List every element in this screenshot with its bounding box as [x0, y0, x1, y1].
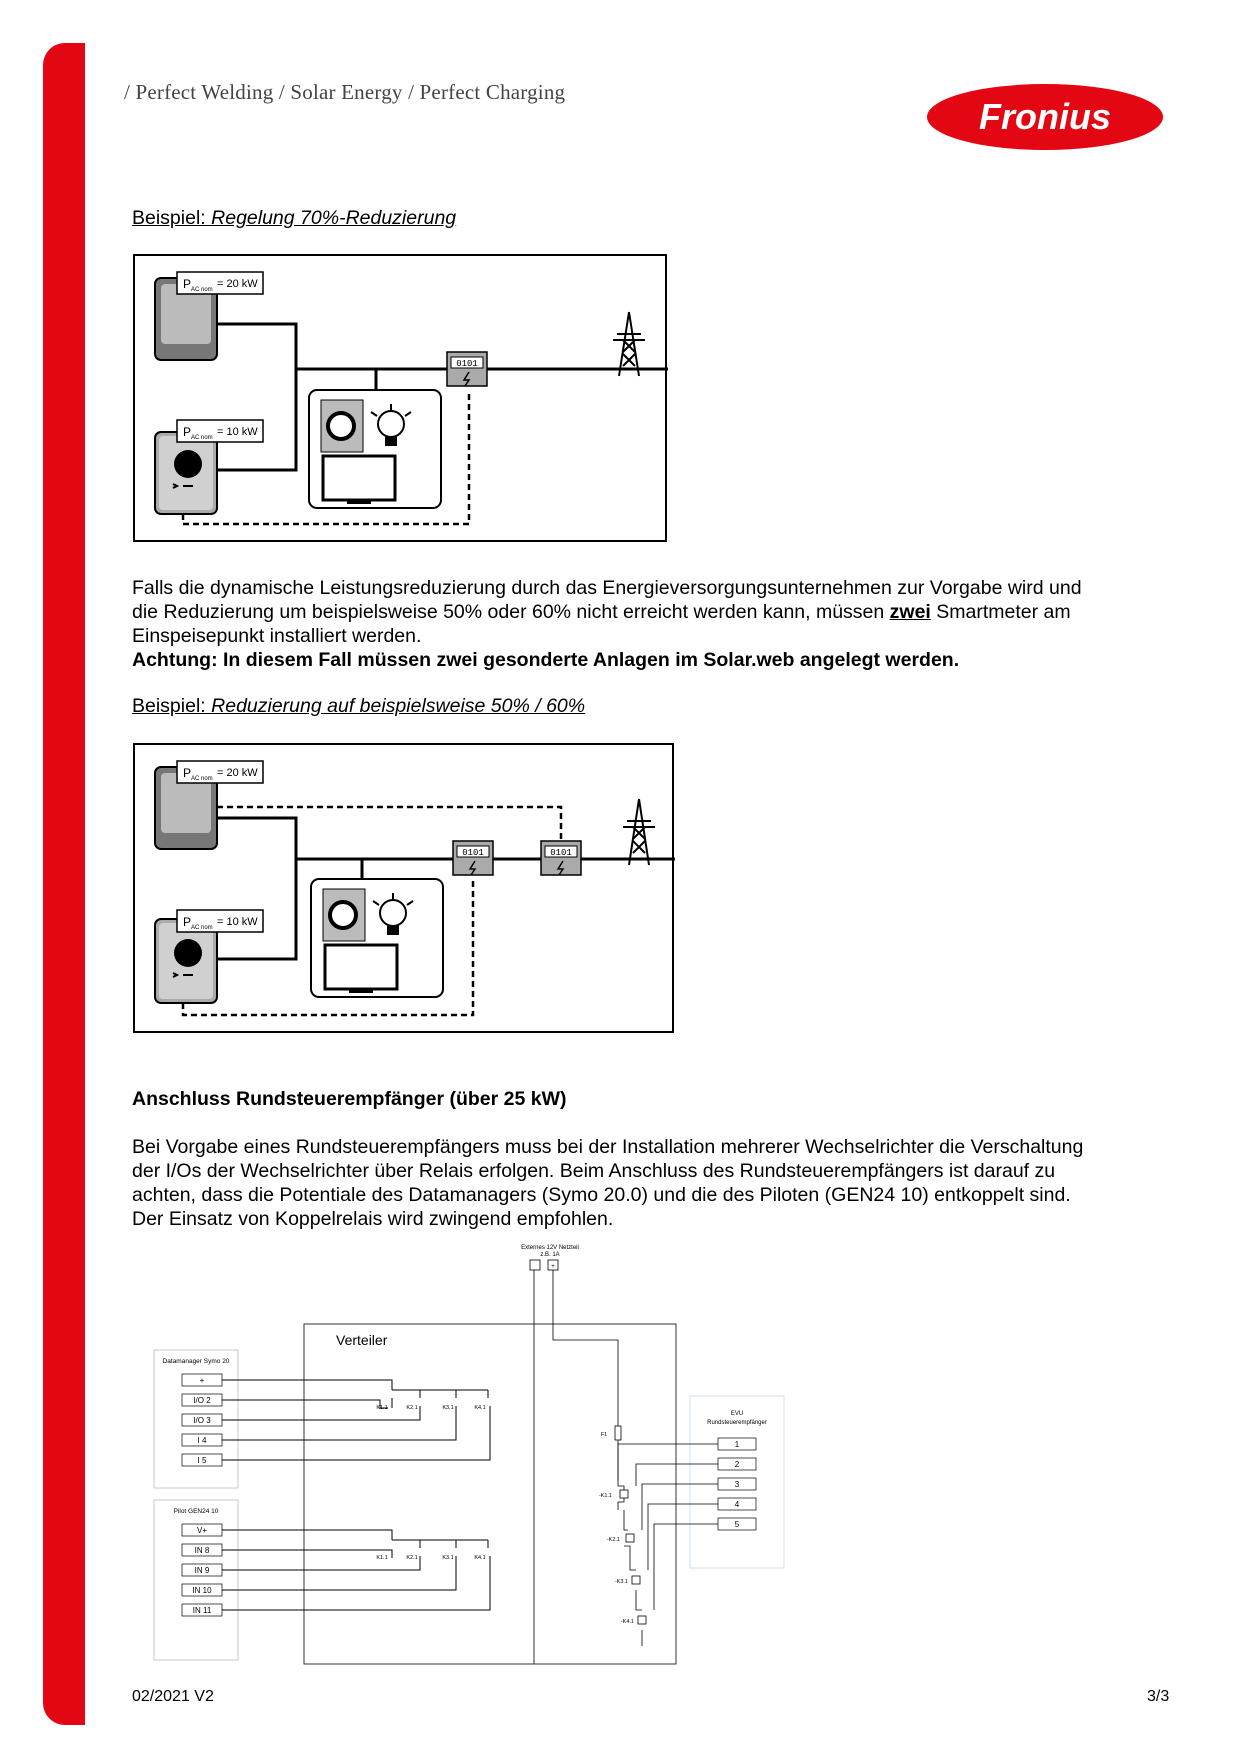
svg-text:0101: 0101: [550, 848, 572, 858]
svg-text:P: P: [183, 425, 192, 439]
svg-text:+: +: [199, 1376, 205, 1385]
footer-version: 02/2021 V2: [132, 1688, 214, 1705]
svg-text:= 10 kW: = 10 kW: [217, 916, 258, 928]
svg-text:V+: V+: [196, 1526, 208, 1535]
svg-text:= 20 kW: = 20 kW: [217, 767, 258, 779]
svg-text:I/O 2: I/O 2: [193, 1396, 211, 1405]
svg-text:2: 2: [734, 1460, 740, 1469]
household-appliances-icon: [311, 879, 443, 997]
svg-text:3: 3: [734, 1480, 740, 1489]
fuse-label: F1: [600, 1432, 608, 1438]
inverter-bottom-label: [177, 910, 263, 932]
svg-text:I 5: I 5: [197, 1456, 207, 1465]
svg-text:K3.1: K3.1: [442, 1555, 454, 1561]
section-line-4: Der Einsatz von Koppelrelais wird zwingend empfohlen.: [132, 1208, 614, 1230]
svg-text:5: 5: [734, 1520, 740, 1529]
fronius-logo: [925, 82, 1165, 152]
section-line-3: achten, dass die Potentiale des Datamanagers (Symo 20.0) und die des Piloten (GEN24 10) entkoppelt sind.: [132, 1184, 1071, 1206]
inverter-bottom-icon: [155, 432, 217, 514]
brand-side-bar: [43, 43, 85, 1725]
svg-text:K2.1: K2.1: [406, 1555, 418, 1561]
svg-text:IN 11: IN 11: [192, 1606, 212, 1615]
svg-text:= 20 kW: = 20 kW: [217, 278, 258, 290]
svg-text:K1.1: K1.1: [376, 1405, 388, 1411]
example1-title: Beispiel: Regelung 70%-Reduzierung: [132, 207, 457, 229]
paragraph-1-line-3: Einspeisepunkt installiert werden.: [132, 625, 422, 647]
svg-text:0101: 0101: [456, 359, 478, 369]
household-appliances-icon: [309, 390, 441, 508]
ripple-control-wiring-diagram: [150, 1240, 790, 1670]
svg-text:= 10 kW: = 10 kW: [217, 426, 258, 438]
paragraph-1-line-1: Falls die dynamische Leistungsreduzierung durch das Energieversorgungsunternehmen zur Vorgabe wird und: [132, 577, 1082, 599]
inverter-bottom-label: [177, 420, 263, 442]
svg-text:IN 9: IN 9: [194, 1566, 210, 1575]
example2-title: Beispiel: Reduzierung auf beispielsweise 50% / 60%: [132, 695, 586, 717]
svg-text:AC nom: AC nom: [191, 925, 213, 931]
header-tagline: / Perfect Welding / Solar Energy / Perfect Charging: [124, 80, 566, 104]
warning-text: Achtung: In diesem Fall müssen zwei gesonderte Anlagen im Solar.web angelegt werden.: [132, 649, 960, 671]
svg-text:AC nom: AC nom: [191, 776, 213, 782]
svg-text:AC nom: AC nom: [191, 287, 213, 293]
svg-text:P: P: [183, 766, 192, 780]
paragraph-1-line-2: die Reduzierung um beispielsweise 50% oder 60% nicht erreicht werden kann, müssen zwei Smartmeter am: [132, 601, 1071, 623]
verteiler-label: Verteiler: [336, 1332, 388, 1348]
svg-text:4: 4: [734, 1500, 740, 1509]
footer-page-number: 3/3: [1147, 1688, 1170, 1705]
smart-meter-1-icon: [453, 841, 493, 875]
svg-text:I/O 3: I/O 3: [193, 1416, 211, 1425]
pilot-title: Pilot GEN24 10: [173, 1508, 219, 1515]
section-line-1: Bei Vorgabe eines Rundsteuerempfängers muss bei der Installation mehrerer Wechselrichter die Verschaltung: [132, 1136, 1084, 1158]
svg-text:P: P: [183, 277, 192, 291]
datamanager-title: Datamanager Symo 20: [162, 1358, 230, 1365]
logo-text: Fronius: [979, 96, 1111, 137]
svg-text:+: +: [551, 1264, 555, 1270]
svg-text:K4.1: K4.1: [474, 1555, 486, 1561]
svg-text:IN 10: IN 10: [192, 1586, 212, 1595]
diagram-70-percent: [133, 254, 668, 544]
smart-meter-2-icon: [541, 841, 581, 875]
diagram-50-60-percent: [133, 743, 675, 1035]
svg-text:AC nom: AC nom: [191, 435, 213, 441]
section-line-2: der I/Os der Wechselrichter über Relais erfolgen. Beim Anschluss des Rundsteuerempfängers ist darauf zu: [132, 1160, 1056, 1182]
smart-meter-icon: [447, 352, 487, 386]
svg-text:K3.1: K3.1: [442, 1405, 454, 1411]
inverter-top-label: [177, 761, 263, 783]
svg-text:K1.1: K1.1: [376, 1555, 388, 1561]
svg-text:-K3.1: -K3.1: [614, 1579, 628, 1585]
svg-text:-K2.1: -K2.1: [606, 1537, 620, 1543]
section-heading: Anschluss Rundsteuerempfänger (über 25 kW): [132, 1088, 567, 1110]
rse-title-2: Rundsteuerempfänger: [707, 1420, 767, 1426]
svg-text:K4.1: K4.1: [474, 1405, 486, 1411]
svg-text:-K4.1: -K4.1: [620, 1619, 634, 1625]
inverter-top-label: [177, 272, 263, 294]
svg-text:IN 8: IN 8: [194, 1546, 210, 1555]
svg-text:P: P: [183, 915, 192, 929]
svg-text:1: 1: [734, 1440, 740, 1449]
external-psu-label-2: z.B. 1A: [540, 1252, 560, 1258]
svg-text:-K1.1: -K1.1: [598, 1493, 612, 1499]
svg-text:I 4: I 4: [197, 1436, 207, 1445]
svg-text:0101: 0101: [462, 848, 484, 858]
rse-title-1: EVU: [730, 1411, 744, 1417]
external-psu-label-1: Externes 12V Netzteil: [521, 1245, 579, 1251]
svg-text:K2.1: K2.1: [406, 1405, 418, 1411]
